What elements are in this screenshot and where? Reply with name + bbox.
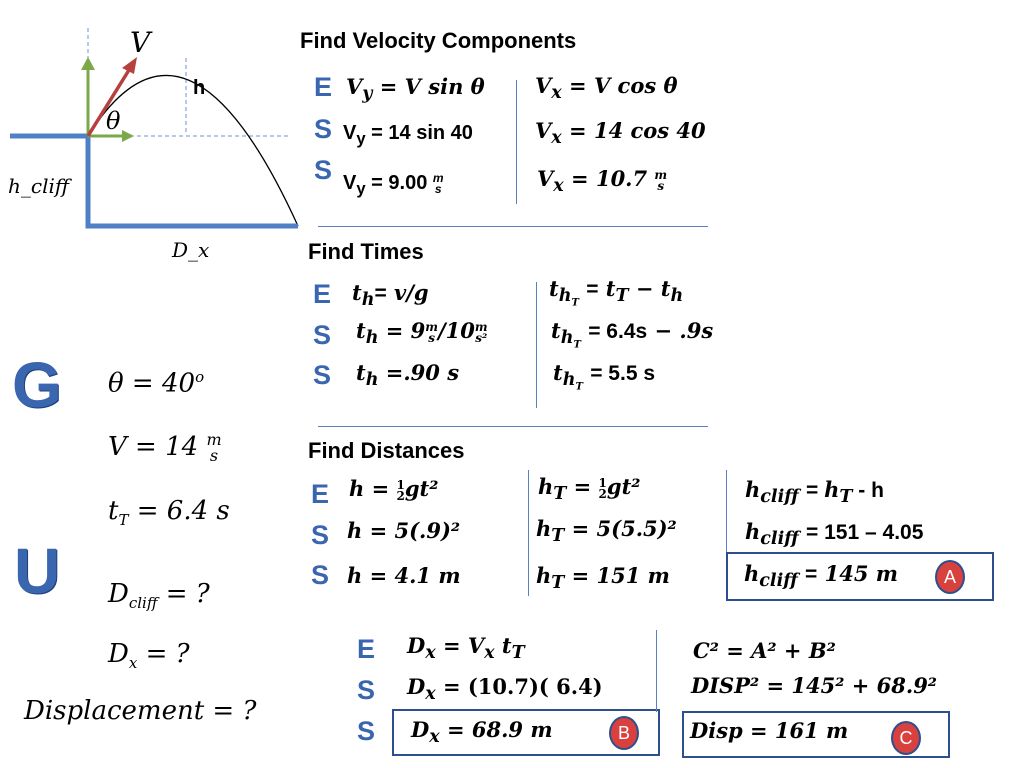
label-v: V — [130, 26, 151, 59]
hcliff-substitution: $h_{cliff} = 151 - 4.05$ — [745, 519, 924, 550]
badge-a: A — [935, 560, 965, 594]
times-separator — [318, 426, 708, 427]
dx-substitution: $D_x = (10.7)$( 6.4) — [407, 674, 603, 705]
thT-equation: $t_{h_T} = t_T - t_h$ — [549, 276, 684, 309]
ess-s-1b: S — [314, 155, 333, 185]
disp-substitution: DISP² = 145² + 68.9² — [691, 673, 938, 698]
h-solution: h = 4.1 m — [347, 563, 461, 588]
label-theta: θ — [106, 107, 121, 135]
vx-substitution: $V_x = 14$ cos 40 — [535, 118, 706, 149]
label-dx: D_x — [172, 238, 210, 262]
hT-substitution: $h_T = 5(5.5)^2$ — [536, 516, 677, 547]
label-h: h — [193, 77, 206, 99]
hcliff-equation: $h_{cliff} = h_T - h$ — [745, 477, 884, 508]
ess-e-4: E — [357, 634, 376, 664]
times-title: Find Times — [308, 239, 424, 264]
velocity-title: Find Velocity Components — [300, 28, 577, 53]
thT-substitution: $t_{h_T} = 6.4s - .9s$ — [551, 318, 714, 351]
unknown-dx: $D_x$ = ? — [108, 639, 190, 673]
ess-s-4b: S — [357, 716, 376, 746]
vx-solution: $V_x = 10.7$ m s — [537, 166, 668, 197]
given-velocity: V = 14 m s — [108, 430, 222, 465]
th-solution: $t_h =.90$ s — [356, 360, 460, 391]
dx-solution: $D_x = 68.9$ m — [411, 717, 553, 748]
hT-equation: $h_T = 1$ 2gt² — [538, 474, 641, 505]
ess-e-1: E — [314, 72, 333, 102]
unknown-dcliff: $D_{cliff}$ = ? — [108, 579, 210, 613]
given-letter: G — [12, 349, 62, 421]
times-divider — [536, 282, 537, 408]
velocity-divider — [516, 80, 517, 204]
unknown-letter: U — [14, 535, 61, 607]
ess-s-1a: S — [314, 114, 333, 144]
vy-solution: $V_y = 9.00$ m s — [343, 170, 444, 198]
badge-b: B — [609, 716, 639, 750]
vy-substitution: $V_y = 14$ sin 40 — [343, 122, 473, 148]
dx-equation: $D_x = V_x$ $t_T$ — [407, 633, 525, 664]
distances-title: Find Distances — [308, 438, 465, 463]
th-substitution: $t_h = 9m$ s /10m s² — [356, 318, 488, 349]
ess-s-2a: S — [313, 320, 332, 350]
velocity-separator — [318, 226, 708, 227]
ess-s-3b: S — [311, 560, 330, 590]
vx-equation: $V_x = V$ cos θ — [535, 73, 678, 104]
disp-solution: Disp = 161 m — [690, 718, 849, 743]
ess-s-4a: S — [357, 675, 376, 705]
given-total-time: $t_T = 6.4$ s — [108, 496, 230, 530]
pythagorean-equation: C² = A² + B² — [693, 638, 836, 663]
given-theta: $\theta = 40^o$ — [108, 368, 205, 399]
ess-e-2: E — [313, 279, 332, 309]
h-equation: h = 1 2gt² — [349, 476, 439, 503]
badge-c: C — [891, 721, 921, 755]
h-substitution: h = 5(.9)² — [347, 518, 461, 543]
unknown-displacement: Displacement = ? — [24, 696, 257, 726]
th-equation: $t_h= v/g$ — [352, 280, 429, 311]
hT-solution: $h_T = 151$ m — [536, 563, 670, 594]
projectile-diagram — [0, 0, 310, 270]
ess-s-2b: S — [313, 360, 332, 390]
vy-equation: $V_y = V$ sin θ — [346, 74, 485, 105]
range-divider — [656, 630, 657, 712]
label-hcliff: h_cliff — [8, 174, 70, 198]
hcliff-solution: $h_{cliff} = 145$ m — [744, 561, 898, 592]
ess-s-3a: S — [311, 520, 330, 550]
ess-e-3: E — [311, 479, 330, 509]
distances-divider-1 — [528, 470, 529, 596]
thT-solution: $t_{h_T} = 5.5$ s — [553, 360, 656, 393]
